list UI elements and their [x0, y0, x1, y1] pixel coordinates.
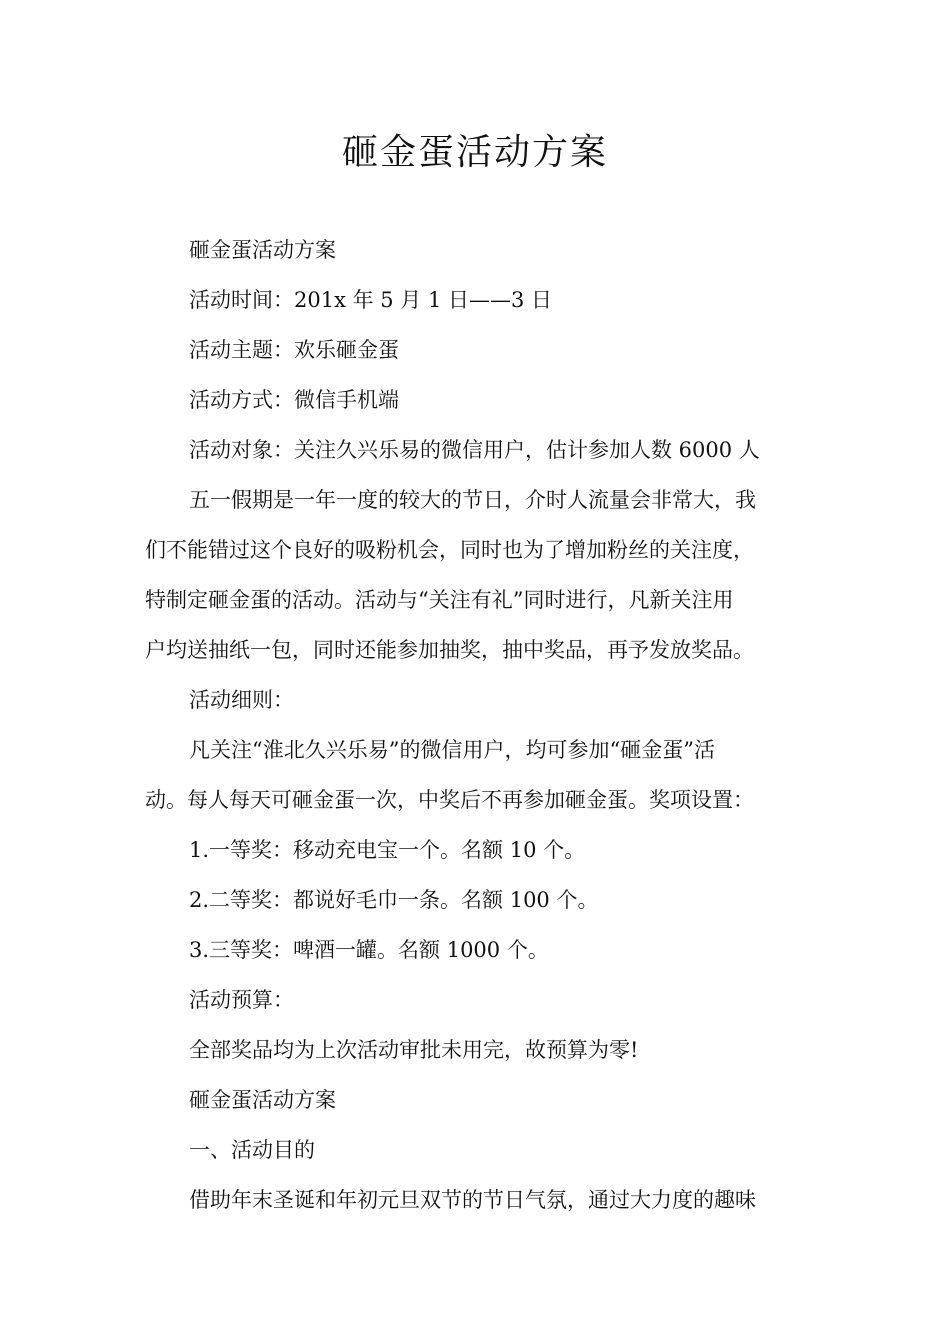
body-line: 砸金蛋活动方案: [189, 238, 336, 262]
body-line: 活动时间：201x 年 5 月 1 日——3 日: [189, 288, 553, 312]
body-line: 凡关注“淮北久兴乐易”的微信用户，均可参加“砸金蛋”活: [189, 738, 715, 762]
body-line: 五一假期是一年一度的较大的节日，介时人流量会非常大，我: [189, 488, 756, 512]
body-line: 全部奖品均为上次活动审批未用完，故预算为零!: [189, 1038, 639, 1062]
body-line: 一、活动目的: [189, 1138, 315, 1162]
body-line: 动。每人每天可砸金蛋一次，中奖后不再参加砸金蛋。奖项设置：: [145, 788, 754, 812]
body-line: 们不能错过这个良好的吸粉机会，同时也为了增加粉丝的关注度，: [145, 538, 754, 562]
body-line: 借助年末圣诞和年初元旦双节的节日气氛，通过大力度的趣味: [189, 1188, 756, 1212]
body-line: 活动细则：: [189, 688, 294, 712]
document-title: 砸金蛋活动方案: [341, 132, 608, 173]
body-line: 1.一等奖：移动充电宝一个。名额 10 个。: [189, 838, 586, 862]
document-body: [145, 225, 810, 1225]
body-line: 户均送抽纸一包，同时还能参加抽奖，抽中奖品，再予发放奖品。: [145, 638, 754, 662]
body-line: 3.三等奖：啤酒一罐。名额 1000 个。: [189, 938, 549, 962]
body-line: 活动预算：: [189, 988, 294, 1012]
body-line: 活动方式：微信手机端: [189, 388, 399, 412]
body-line: 特制定砸金蛋的活动。活动与“关注有礼”同时进行，凡新关注用: [145, 588, 734, 612]
body-line: 砸金蛋活动方案: [189, 1088, 336, 1112]
body-line: 活动主题：欢乐砸金蛋: [189, 338, 399, 362]
body-line: 2.二等奖：都说好毛巾一条。名额 100 个。: [189, 888, 599, 912]
body-line: 活动对象：关注久兴乐易的微信用户，估计参加人数 6000 人: [189, 438, 760, 462]
